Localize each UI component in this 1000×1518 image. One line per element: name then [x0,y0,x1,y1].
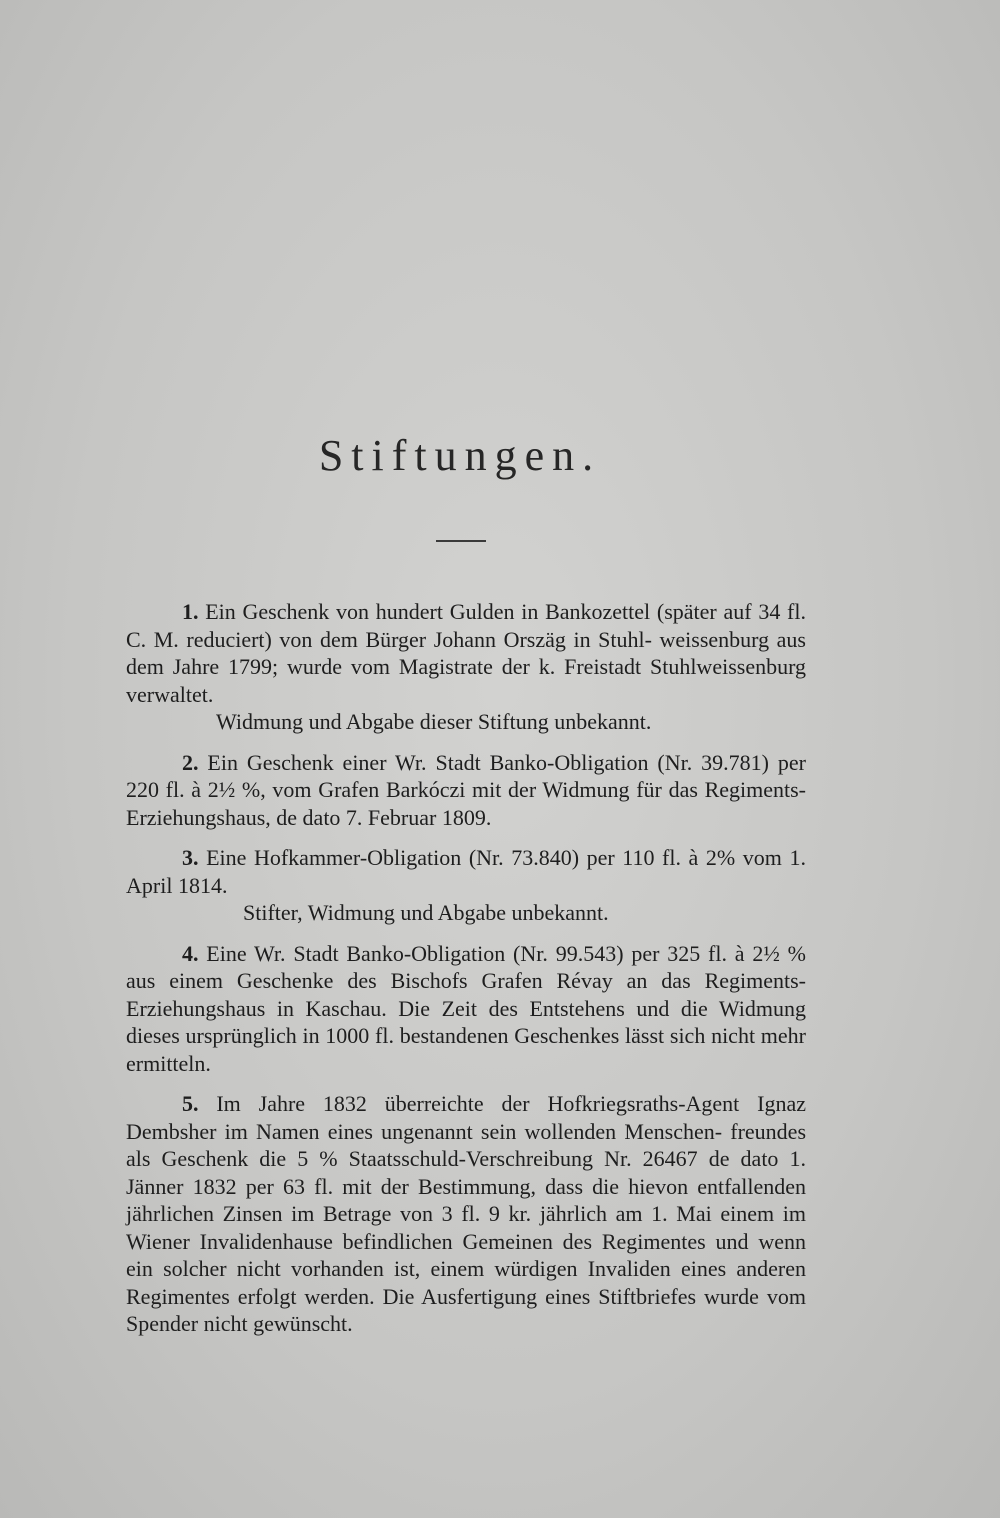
paragraph-line: de dato 1. Jänner 1832 per 63 fl. mit der Bestimmung, dass die [126,1146,806,1199]
paragraph-line: Geschenkes lässt sich nicht mehr ermitteln. [126,1023,806,1076]
paragraph-line: nicht gewünscht. [203,1311,353,1336]
paragraph-line: per 220 fl. à 2½ %, vom Grafen Barkóczi mit der Widmung für [126,749,806,802]
paragraph-line: das Regiments-Erziehungshaus, de dato 7. Februar 1809. [126,777,806,830]
title-rule [436,540,486,542]
paragraph-line: freundes als Geschenk die 5 % Staatsschuld-Verschreibung Nr. 26467 [126,1118,807,1171]
paragraph-line: Eine Hofkammer-Obligation (Nr. 73.840) per 110 fl. à 2% [198,845,736,870]
paragraph-2 [126,749,806,832]
page-title: Stiftungen. [318,431,602,480]
paragraph-line: Im Jahre 1832 überreichte der Hofkriegsraths-Agent Ignaz [198,1091,806,1116]
paragraph-note: Widmung und Abgabe dieser Stiftung unbekannt. [216,709,652,734]
paragraph-line: werden. Die Ausfertigung eines Stiftbriefes wurde vom Spender [126,1283,806,1336]
paragraph-line: und die Widmung dieses ursprünglich in 1000 fl. bestandenen [126,995,806,1048]
paragraph-number: 1. [182,599,199,624]
paragraph-line: Dembsher im Namen eines ungenannt sein wollenden Menschen- [126,1118,723,1144]
paragraph-line: Ein Geschenk einer Wr. Stadt Banko-Obligation (Nr. 39.781) [198,749,769,775]
paragraph-line: vom 1. April 1814. [126,845,806,898]
paragraph-line: Regiments-Erziehungshaus in Kaschau. Die Zeit des Entstehens [126,968,806,1021]
document-body [126,598,806,1338]
paragraph-line: ist, einem würdigen Invaliden eines anderen Regimentes erfolgt [126,1256,806,1309]
paragraph-line: hievon entfallenden jährlichen Zinsen im Betrage von 3 fl. 9 kr. [126,1173,806,1226]
paragraph-number: 4. [182,940,199,966]
paragraph-4 [126,940,806,1078]
paragraph-line: k. Freistadt Stuhlweissenburg verwaltet. [126,654,807,707]
paragraph-5 [126,1090,806,1338]
paragraph-line: Gemeinen des Regimentes und wenn ein solcher nicht vorhanden [126,1228,806,1281]
paragraph-line: Ein Geschenk von hundert Gulden in Bankozettel (später [198,599,717,624]
paragraph-line: auf 34 fl. C. M. reduciert) von dem Bürger Johann Orszäg in Stuhl- [126,599,806,652]
paragraph-1 [126,598,806,708]
paragraph-3 [126,844,806,899]
paragraph-note: Stifter, Widmung und Abgabe unbekannt. [243,900,609,925]
paragraph-number: 5. [182,1091,199,1116]
paragraph-number: 3. [182,845,199,870]
paragraph-line: weissenburg aus dem Jahre 1799; wurde vom Magistrate der [126,626,806,679]
paragraph-line: jährlich am 1. Mai einem im Wiener Invalidenhause befindlichen [126,1201,807,1254]
paragraph-number: 2. [182,749,199,775]
paragraph-line: Eine Wr. Stadt Banko-Obligation (Nr. 99.543) per 325 fl. [198,940,727,966]
paragraph-line: à 2½ % aus einem Geschenke des Bischofs Grafen Révay an das [126,940,807,993]
